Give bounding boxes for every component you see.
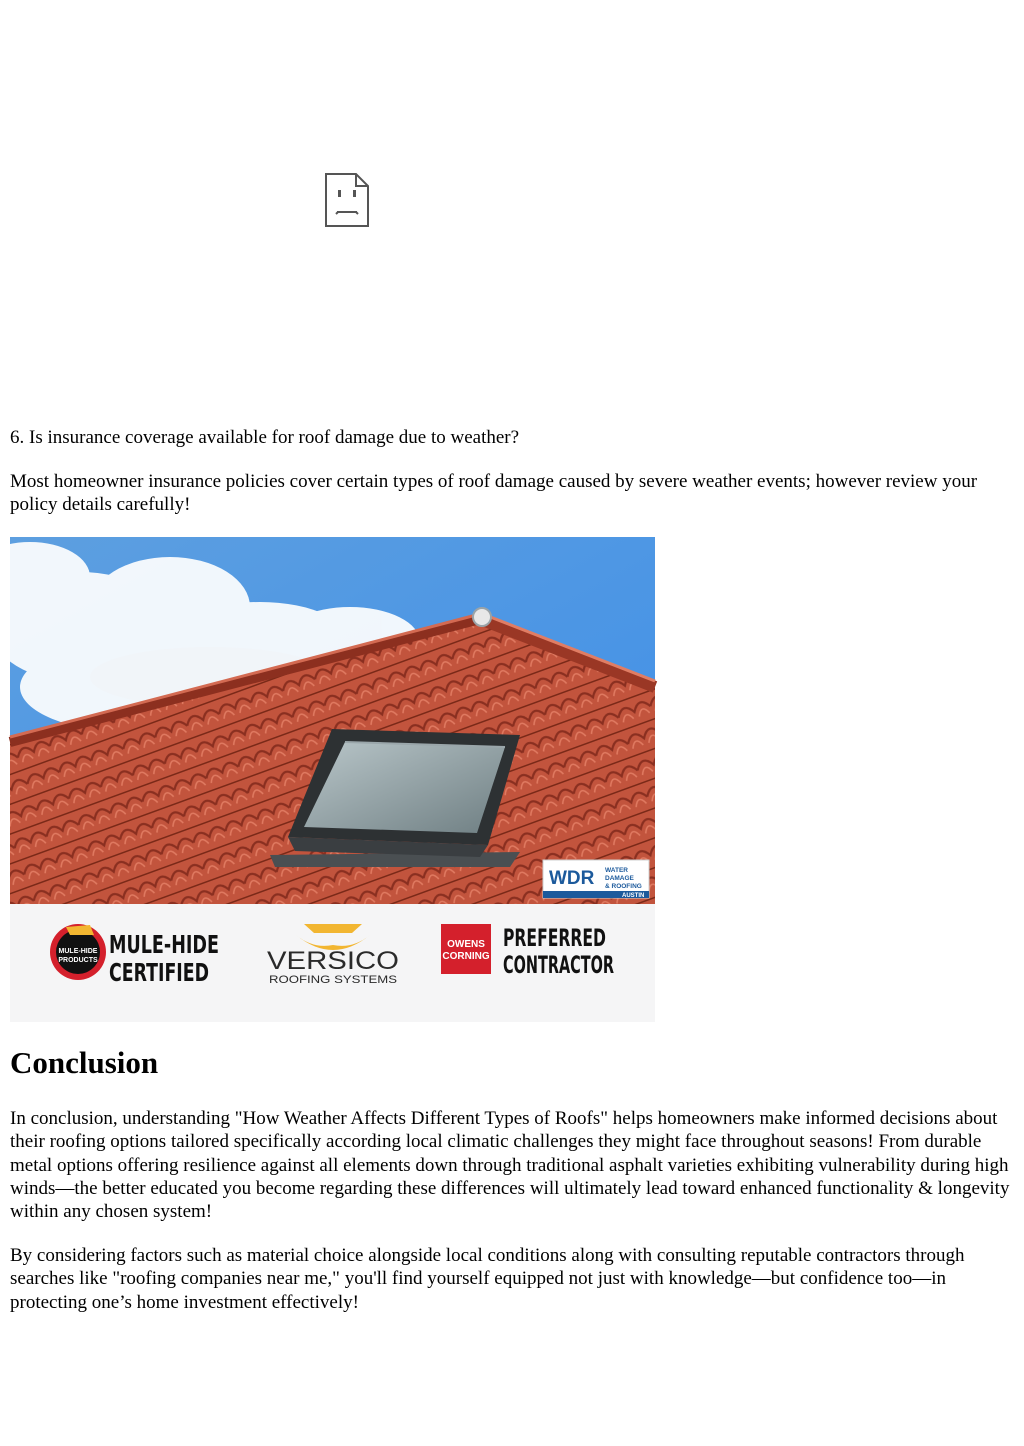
conclusion-paragraph-2: By considering factors such as material choice alongside local conditions along with consulting reputable contractors through searches like "roofing companies near me," you'll find yourself equipped not just with knowledge—but confidence too—in protecting one’s home investment effectively!: [10, 1245, 965, 1313]
wdr-logo-line2: DAMAGE: [605, 875, 634, 882]
roof-skylight-photo: [10, 537, 655, 1022]
wdr-logo-letters: WDR: [549, 868, 595, 889]
wdr-logo-line1: WATER: [605, 867, 628, 874]
mule-hide-seal-icon: [50, 924, 106, 980]
conclusion-paragraph-1: In conclusion, understanding "How Weather Affects Different Types of Roofs" helps homeowners make informed decisions about their roofing options tailored specifically according local climatic challenges they might face throughout seasons! From durable metal options offering resilience against all elements down through traditional asphalt varieties exhibiting vulnerability during high winds—the better educated you become regarding these differences will ultimately lead toward enhanced functionality & longevity within any chosen system!: [10, 1108, 1010, 1223]
owens-line2: CORNING: [442, 951, 490, 962]
versico-name: VERSICO: [267, 947, 399, 975]
mule-hide-seal-bottom: PRODUCTS: [58, 957, 98, 964]
faq-question: 6. Is insurance coverage available for roof damage due to weather?: [10, 427, 520, 448]
faq-answer: Most homeowner insurance policies cover certain types of roof damage caused by severe weather events; however review your policy details carefully!: [10, 471, 978, 515]
preferred-line2: CONTRACTOR: [503, 951, 614, 979]
mule-hide-line1: MULE-HIDE: [109, 930, 219, 959]
versico-sub: ROOFING SYSTEMS: [269, 974, 397, 986]
mule-hide-line2: CERTIFIED: [109, 958, 209, 987]
wdr-logo-line3: & ROOFING: [605, 883, 642, 890]
broken-image-icon: [324, 172, 370, 228]
wdr-logo-city: AUSTIN: [622, 893, 645, 899]
conclusion-heading: Conclusion: [10, 1045, 159, 1080]
mule-hide-seal-top: MULE-HIDE: [58, 948, 98, 955]
owens-line1: OWENS: [447, 939, 485, 950]
preferred-line1: PREFERRED: [503, 924, 606, 952]
